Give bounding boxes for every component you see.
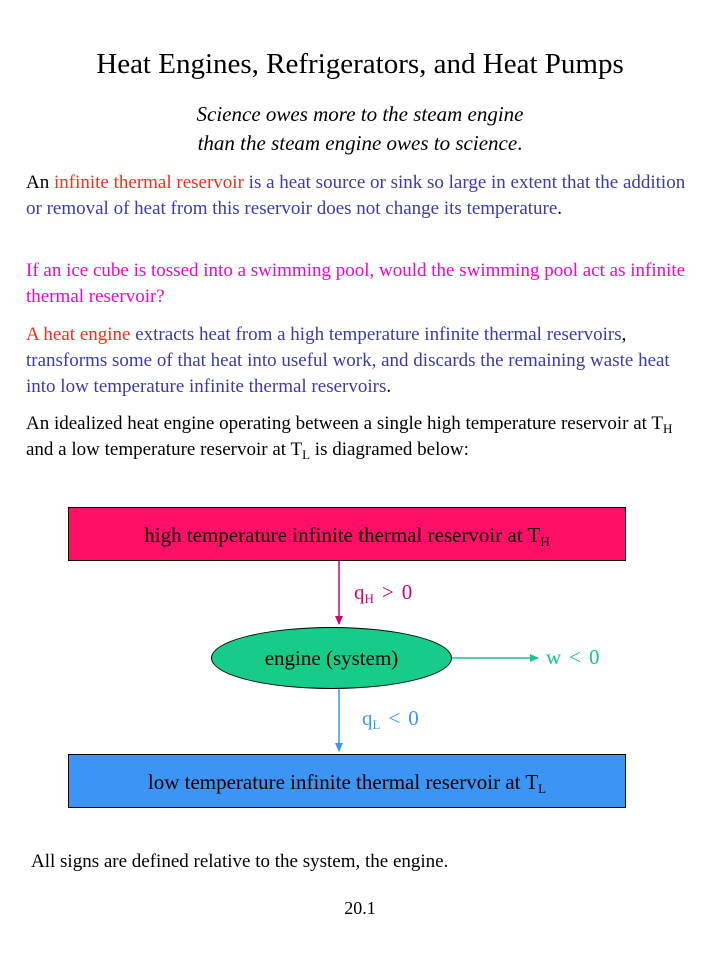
high-temperature-reservoir-box (68, 507, 626, 561)
qh-val: 0 (401, 580, 413, 604)
ice-cube-question: If an ice cube is tossed into a swimming pool, would the swimming pool act as infinite thermal reservoir? (26, 260, 686, 307)
ql-op: < (388, 706, 401, 730)
w-val: 0 (589, 645, 600, 669)
page-number: 20.1 (344, 898, 376, 918)
page-title: Heat Engines, Refrigerators, and Heat Pumps (96, 48, 624, 80)
p3-end: . (386, 376, 392, 397)
w-sym: w (546, 645, 562, 669)
cold-reservoir-sub: L (538, 781, 547, 796)
p4-part-a: An idealized heat engine operating between a single high temperature reservoir at T (26, 413, 663, 434)
ql-sym: q (362, 706, 373, 730)
quote-line-2-text: than the steam engine owes to science (197, 131, 518, 155)
qh-label (354, 580, 412, 605)
term-heat-engine: A heat engine (26, 324, 131, 345)
p3-part-a: extracts heat from a high temperature infinite thermal reservoirs (135, 324, 622, 345)
qh-sub: H (364, 591, 374, 606)
p1-end: . (557, 198, 563, 219)
qh-op: > (381, 580, 394, 604)
p1-lead: An (26, 172, 50, 193)
p4-sub-l: L (302, 447, 311, 462)
ql-val: 0 (408, 706, 419, 730)
ql-label (362, 706, 419, 731)
term-infinite-thermal-reservoir: infinite thermal reservoir (53, 172, 244, 193)
p3-part-b: transforms some of that heat into useful work, and discards the remaining waste heat into low temperature infinite thermal reservoirs (26, 350, 670, 397)
engine-label: engine (system) (264, 646, 399, 670)
low-temperature-reservoir-box (68, 754, 626, 808)
sign-convention-footnote: All signs are defined relative to the system, the engine. (31, 851, 449, 872)
p4-sub-h: H (662, 421, 673, 436)
p3-comma: , (621, 324, 627, 345)
p4-part-c: is diagramed below: (314, 439, 469, 460)
hot-reservoir-label: high temperature infinite thermal reservoir at T (144, 523, 541, 547)
work-label (546, 645, 600, 670)
engine-system-ellipse (211, 627, 452, 689)
qh-sym: q (354, 580, 365, 604)
p1-definition: is a heat source or sink so large in extent that the addition or removal of heat from this reservoir does not change its temperature (26, 172, 686, 219)
quote-period: . (517, 131, 523, 155)
hot-reservoir-sub: H (540, 534, 550, 549)
quote-line-1: Science owes more to the steam engine (196, 102, 524, 126)
p4-part-b: and a low temperature reservoir at T (26, 439, 303, 460)
ql-sub: L (372, 717, 381, 732)
cold-reservoir-label: low temperature infinite thermal reservoir at T (147, 770, 539, 794)
w-op: < (569, 645, 582, 669)
